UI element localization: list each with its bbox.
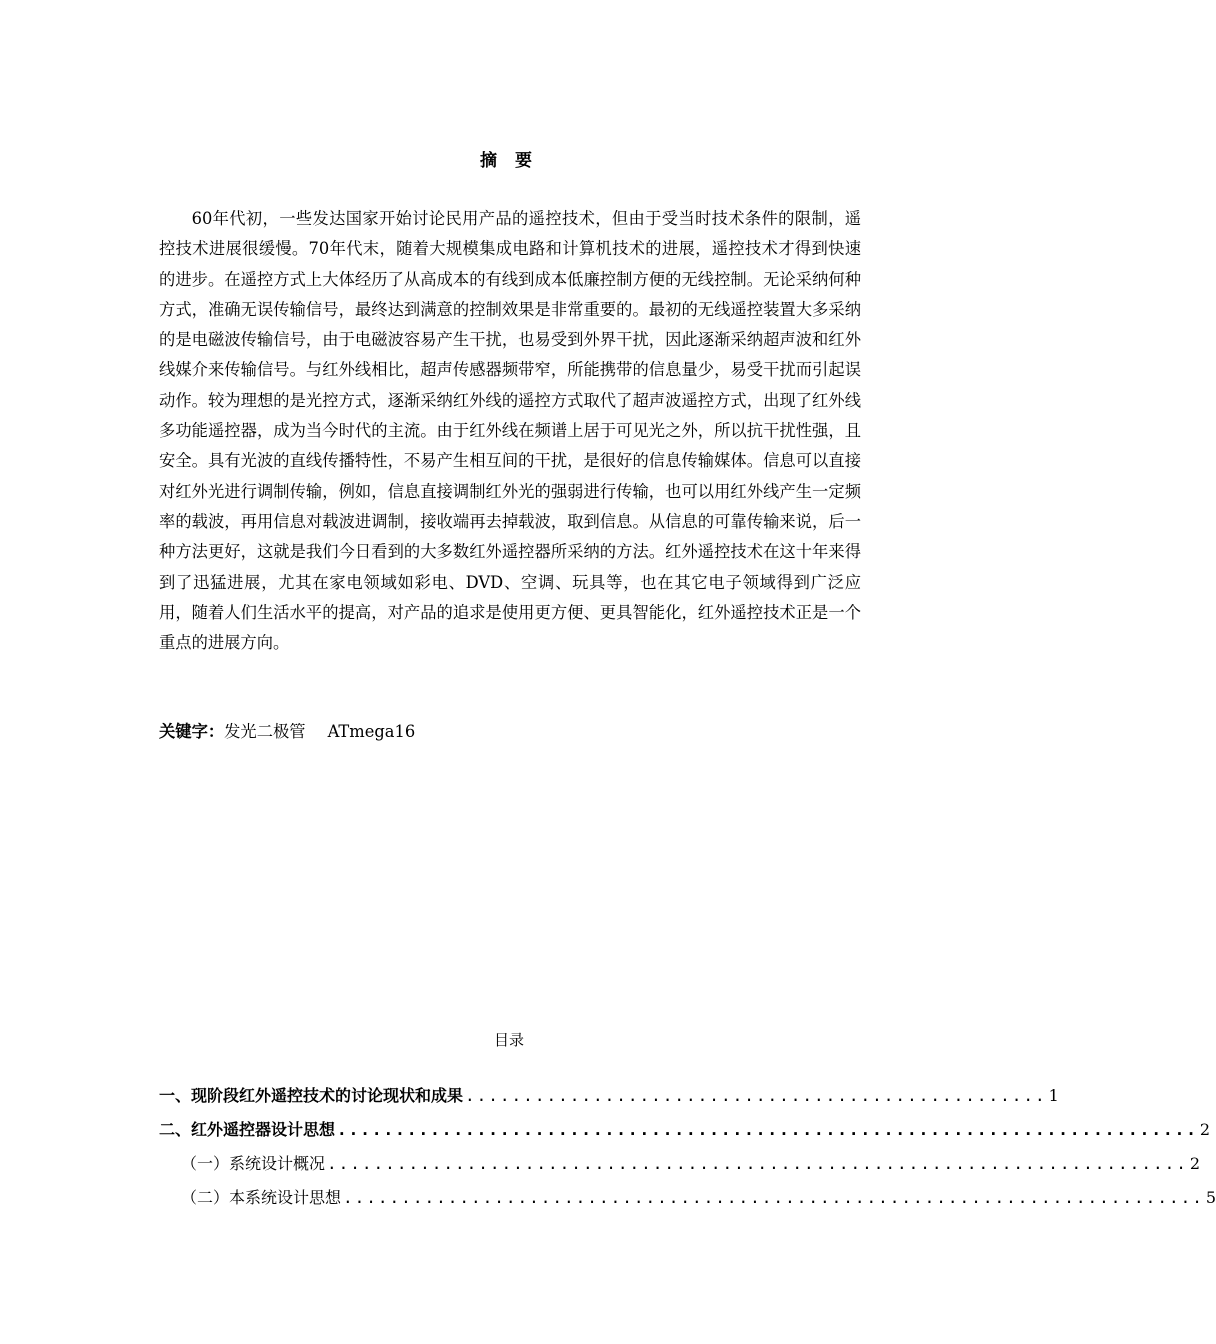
toc-leader-dots: .......................................................................... bbox=[327, 1154, 1188, 1173]
toc-entry-text: 一、现阶段红外遥控技术的讨论现状和成果 bbox=[159, 1086, 464, 1105]
toc-title: 目录 bbox=[493, 1031, 524, 1049]
toc-leader-dots: .......................................................................... bbox=[337, 1120, 1198, 1139]
table-of-contents bbox=[159, 1082, 1216, 1218]
toc-page-number: 2 bbox=[1199, 1120, 1211, 1139]
toc-page-number: 1 bbox=[1048, 1086, 1059, 1105]
toc-entry[interactable] bbox=[159, 1184, 1216, 1218]
toc-entry-text: 二、红外遥控器设计思想 bbox=[159, 1120, 336, 1139]
toc-page-number: 2 bbox=[1189, 1154, 1201, 1173]
keywords-line bbox=[159, 718, 415, 746]
toc-leader-dots: .................................................. bbox=[465, 1086, 1047, 1105]
toc-entry[interactable] bbox=[159, 1116, 1211, 1150]
toc-entry[interactable] bbox=[159, 1150, 1201, 1184]
keywords-label: 关键字： bbox=[159, 722, 225, 741]
keyword-item: 发光二极管 bbox=[224, 722, 306, 741]
toc-leader-dots: .......................................................................... bbox=[343, 1188, 1204, 1207]
abstract-body: 60年代初，一些发达国家开始讨论民用产品的遥控技术，但由于受当时技术条件的限制，遥控技术进展很缓慢。70年代末，随着大规模集成电路和计算机技术的进展，遥控技术才得到快速的进步。在遥控方式上大体经历了从高成本的有线到成本低廉控制方便的无线控制。无论采纳何种方式，准确无误传输信号，最终达到满意的控制效果是非常重要的。最初的无线遥控装置大多采纳的是电磁波传输信号，由于电磁波容易产生干扰，也易受到外界干扰，因此逐渐采纳超声波和红外线媒介来传输信号。与红外线相比，超声传感器频带窄，所能携带的信息量少，易受干扰而引起误动作。较为理想的是光控方式，逐渐采纳红外线的遥控方式取代了超声波遥控方式，出现了红外线多功能遥控器，成为当今时代的主流。由于红外线在频谱上居于可见光之外，所以抗干扰性强，且安全。具有光波的直线传播特性，不易产生相互间的干扰，是很好的信息传输媒体。信息可以直接对红外光进行调制传输，例如，信息直接调制红外光的强弱进行传输，也可以用红外线产生一定频率的载波，再用信息对载波进调制，接收端再去掉载波，取到信息。从信息的可靠传输来说，后一种方法更好，这就是我们今日看到的大多数红外遥控器所采纳的方法。红外遥控技术在这十年来得到了迅猛进展，尤其在家电领域如彩电、DVD、空调、玩具等，也在其它电子领域得到广泛应用，随着人们生活水平的提高，对产品的追求是使用更方便、更具智能化，红外遥控技术正是一个重点的进展方向。 bbox=[159, 209, 861, 653]
abstract-title: 摘 要 bbox=[480, 151, 538, 171]
toc-entry-text: （一）系统设计概况 bbox=[181, 1154, 326, 1173]
toc-entry-text: （二）本系统设计思想 bbox=[181, 1188, 342, 1207]
toc-entry[interactable] bbox=[159, 1082, 1059, 1116]
toc-page-number: 5 bbox=[1205, 1188, 1216, 1207]
keyword-item: ATmega16 bbox=[327, 722, 416, 741]
